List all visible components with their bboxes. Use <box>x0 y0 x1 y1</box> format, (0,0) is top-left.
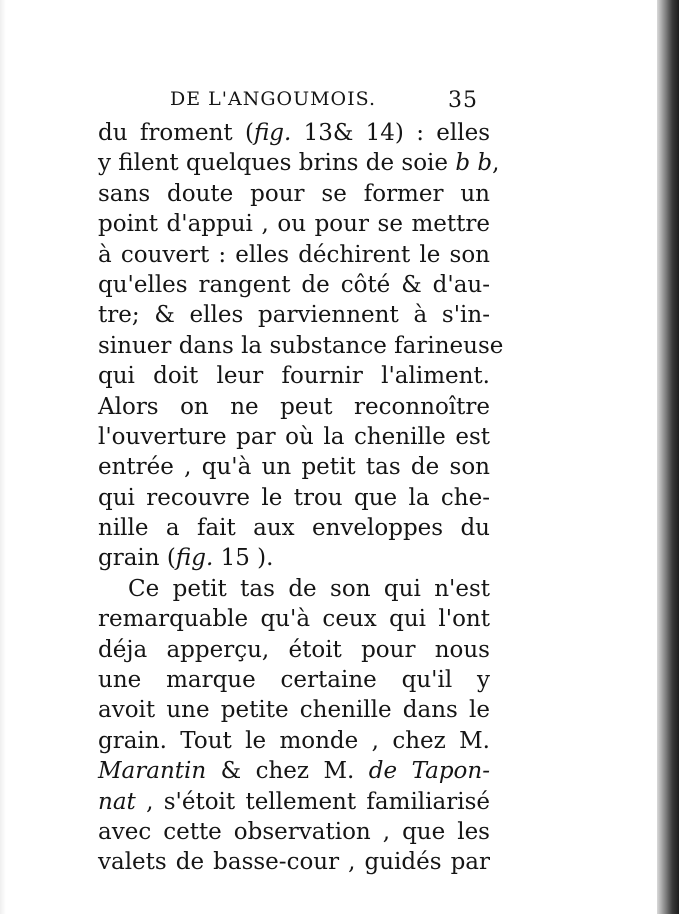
page-left-shade <box>0 0 6 914</box>
text-line <box>98 422 490 452</box>
text-line <box>98 483 490 513</box>
running-head-title: DE L'ANGOUMOIS. <box>170 88 377 110</box>
text-line <box>98 543 490 573</box>
italic-text: nat <box>98 788 136 815</box>
text-line <box>98 331 504 361</box>
text-line <box>98 240 490 270</box>
text-fragment: entrée , qu'à un petit tas de son <box>98 454 490 481</box>
text-fragment: point d'appui , ou pour se mettre <box>98 211 490 238</box>
text-fragment: du froment ( <box>98 120 254 146</box>
italic-text: Marantin <box>98 758 207 785</box>
text-fragment: valets de basse-cour , guidés par <box>98 849 490 876</box>
binding-edge-shadow <box>657 0 679 914</box>
text-line <box>98 635 490 665</box>
text-fragment: remarquable qu'à ceux qui l'ont <box>98 606 490 633</box>
text-line <box>98 118 490 148</box>
running-head <box>98 86 490 118</box>
text-line <box>98 665 490 695</box>
text-fragment: y filent quelques brins de soie <box>98 150 456 177</box>
text-line <box>98 847 490 877</box>
text-block <box>98 86 504 878</box>
text-line <box>98 756 490 786</box>
italic-text: fig. <box>253 120 292 146</box>
text-line <box>98 148 500 178</box>
text-fragment: , <box>492 150 500 177</box>
body-text <box>98 118 504 878</box>
text-fragment: sans doute pour se former un <box>98 180 490 207</box>
text-line <box>98 513 490 543</box>
text-line <box>98 361 490 391</box>
page-number: 35 <box>448 88 478 113</box>
italic-text: de Tapon- <box>368 758 490 785</box>
italic-text: fig. <box>175 545 214 572</box>
text-line <box>98 452 490 482</box>
text-fragment: l'ouverture par où la chenille est <box>98 423 490 450</box>
text-fragment: qui recouvre le trou que la che- <box>98 484 490 511</box>
text-line <box>98 270 490 300</box>
text-line <box>98 817 490 847</box>
text-line <box>98 300 490 330</box>
text-fragment: qu'elles rangent de côté & d'au- <box>98 271 490 298</box>
text-fragment: nille a fait aux enveloppes du <box>98 515 490 542</box>
italic-text: b b <box>455 150 493 177</box>
text-fragment: grain ( <box>98 545 176 572</box>
text-line <box>98 179 490 209</box>
text-fragment: 13& 14) : elles <box>291 120 490 146</box>
text-fragment: qui doit leur fournir l'aliment. <box>98 363 490 390</box>
text-fragment: une marque certaine qu'il y <box>98 667 490 694</box>
text-line <box>98 787 490 817</box>
text-fragment: avec cette observation , que les <box>98 818 490 845</box>
text-fragment: à couvert : elles déchirent le son <box>98 241 490 268</box>
text-fragment: grain. Tout le monde , chez M. <box>98 727 490 754</box>
text-fragment: & chez M. <box>206 758 369 785</box>
text-fragment: 15 ). <box>213 545 274 572</box>
text-line <box>98 604 490 634</box>
text-fragment: sinuer dans la substance farineuse <box>98 332 504 359</box>
text-line <box>98 726 490 756</box>
text-fragment: avoit une petite chenille dans le <box>98 697 490 724</box>
text-fragment: déja apperçu, étoit pour nous <box>98 636 490 663</box>
text-line <box>98 574 490 604</box>
text-fragment: Alors on ne peut reconnoître <box>98 393 490 420</box>
text-line <box>98 392 490 422</box>
text-line <box>98 695 490 725</box>
text-fragment: , s'étoit tellement familiarisé <box>135 788 490 815</box>
text-line <box>98 209 490 239</box>
text-fragment: tre; & elles parviennent à s'in- <box>98 302 490 329</box>
text-fragment: Ce petit tas de son qui n'est <box>128 575 490 602</box>
